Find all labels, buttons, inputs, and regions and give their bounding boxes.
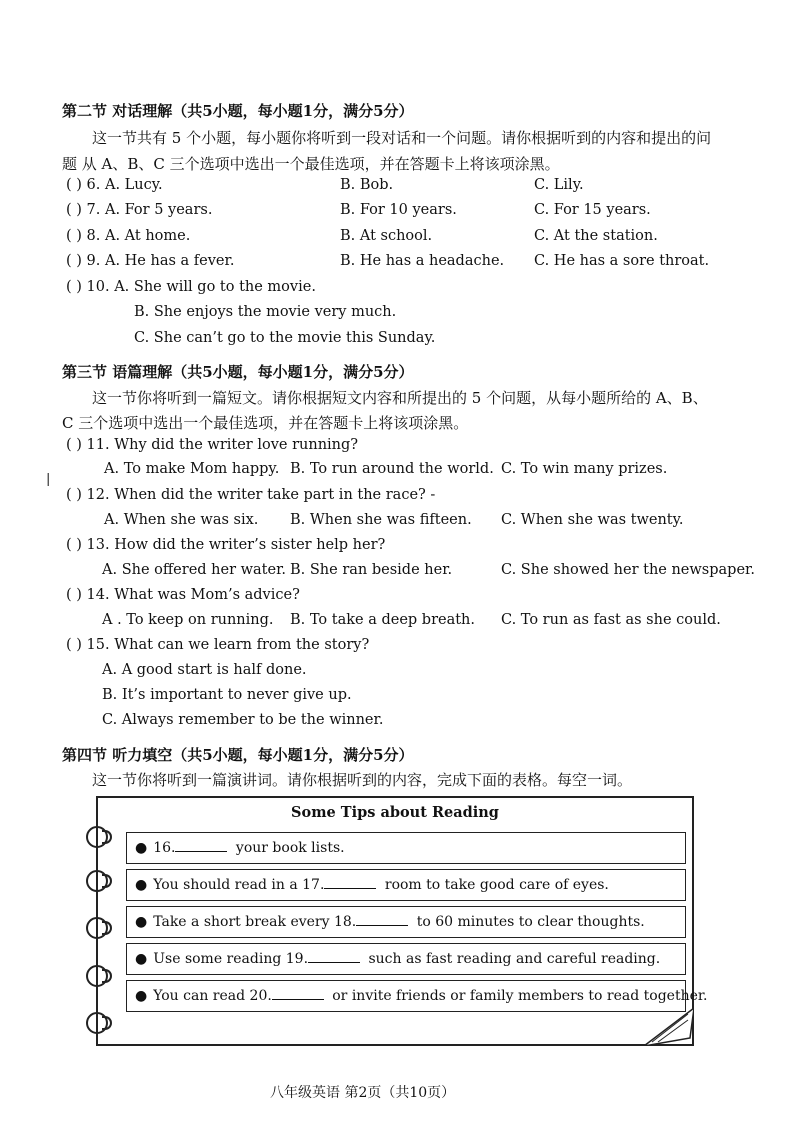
- bullet-icon: ●: [135, 914, 148, 930]
- q14-option-c: C. To run as fast as she could.: [501, 612, 721, 628]
- reading-tips-notebook: [96, 796, 708, 1046]
- q14-option-b: B. To take a deep breath.: [290, 612, 476, 628]
- q6-option-a: ( ) 6. A. Lucy.: [66, 177, 163, 193]
- q12-option-c: C. When she was twenty.: [501, 512, 684, 528]
- q13-option-c: C. She showed her the newspaper.: [501, 562, 755, 578]
- section2-title: 第二节 对话理解（共5小题，每小题1分，满分5分）: [62, 102, 414, 120]
- q8-option-b: B. At school.: [340, 228, 433, 244]
- answer-blank-16[interactable]: [175, 837, 227, 852]
- q7-option-a: ( ) 7. A. For 5 years.: [66, 202, 213, 218]
- answer-blank-18[interactable]: [356, 911, 408, 926]
- q13-option-a: A. She offered her water.: [102, 562, 287, 578]
- tip-19-post: such as fast reading and careful reading.: [364, 951, 661, 967]
- q15-option-c: C. Always remember to be the winner.: [102, 712, 384, 728]
- q14-option-a: A . To keep on running.: [102, 612, 274, 628]
- tip-18-post: to 60 minutes to clear thoughts.: [412, 914, 645, 930]
- section3-instruction-line1: 这一节你将听到一篇短文。请你根据短文内容和所提出的 5 个问题，从每小题所给的 A、B、: [92, 389, 708, 407]
- tip-16-post: your book lists.: [231, 840, 345, 856]
- q13-option-b: B. She ran beside her.: [290, 562, 453, 578]
- answer-blank-19[interactable]: [308, 948, 360, 963]
- bullet-icon: ●: [135, 951, 148, 967]
- tip-17-post: room to take good care of eyes.: [380, 877, 609, 893]
- tip-row-19: [126, 943, 686, 975]
- tip-18-pre: Take a short break every 18.: [153, 914, 357, 930]
- tip-row-17: [126, 869, 686, 901]
- q9-option-c: C. He has a sore throat.: [534, 253, 710, 269]
- q10-option-a: ( ) 10. A. She will go to the movie.: [66, 279, 316, 295]
- q10-option-b: B. She enjoys the movie very much.: [134, 304, 397, 320]
- q15-option-a: A. A good start is half done.: [102, 662, 307, 678]
- tip-19-pre: Use some reading 19.: [153, 951, 309, 967]
- section4-instruction: 这一节你将听到一篇演讲词。请你根据听到的内容，完成下面的表格。每空一词。: [92, 771, 633, 789]
- q9-option-b: B. He has a headache.: [340, 253, 505, 269]
- q12-option-b: B. When she was fifteen.: [290, 512, 472, 528]
- q12-question: ( ) 12. When did the writer take part in the race? -: [66, 487, 436, 503]
- q14-question: ( ) 14. What was Mom’s advice?: [66, 587, 300, 603]
- bullet-icon: ●: [135, 840, 148, 856]
- page-footer: 八年级英语 第2页（共10页）: [270, 1085, 456, 1101]
- q8-option-a: ( ) 8. A. At home.: [66, 228, 191, 244]
- section2-instruction-line1: 这一节共有 5 个小题，每小题你将听到一段对话和一个问题。请你根据听到的内容和提出的问: [92, 129, 712, 147]
- page-curl-icon: [644, 1008, 694, 1046]
- answer-blank-20[interactable]: [272, 985, 324, 1000]
- stray-mark: |: [46, 472, 51, 487]
- section4-title: 第四节 听力填空（共5小题，每小题1分，满分5分）: [62, 746, 414, 764]
- bullet-icon: ●: [135, 988, 148, 1004]
- section2-instruction-line2: 题 从 A、B、C 三个选项中选出一个最佳选项，并在答题卡上将该项涂黑。: [62, 155, 560, 173]
- q6-option-c: C. Lily.: [534, 177, 584, 193]
- table-title: Some Tips about Reading: [291, 804, 499, 821]
- tip-row-16: [126, 832, 686, 864]
- q12-option-a: A. When she was six.: [104, 512, 259, 528]
- section3-instruction-line2: C 三个选项中选出一个最佳选项，并在答题卡上将该项涂黑。: [62, 414, 469, 432]
- q11-option-a: A. To make Mom happy.: [104, 461, 280, 477]
- q11-question: ( ) 11. Why did the writer love running?: [66, 437, 359, 453]
- bullet-icon: ●: [135, 877, 148, 893]
- q11-option-c: C. To win many prizes.: [501, 461, 668, 477]
- tip-row-18: [126, 906, 686, 938]
- q15-option-b: B. It’s important to never give up.: [102, 687, 352, 703]
- answer-blank-17[interactable]: [324, 874, 376, 889]
- q7-option-c: C. For 15 years.: [534, 202, 651, 218]
- section3-title: 第三节 语篇理解（共5小题，每小题1分，满分5分）: [62, 363, 414, 381]
- q7-option-b: B. For 10 years.: [340, 202, 457, 218]
- q8-option-c: C. At the station.: [534, 228, 658, 244]
- q13-question: ( ) 13. How did the writer’s sister help her?: [66, 537, 386, 553]
- q6-option-b: B. Bob.: [340, 177, 394, 193]
- tip-row-20: [126, 980, 708, 1012]
- tip-20-post: or invite friends or family members to read together.: [327, 988, 708, 1004]
- tip-20-pre: You can read 20.: [153, 988, 272, 1004]
- q9-option-a: ( ) 9. A. He has a fever.: [66, 253, 235, 269]
- tip-17-pre: You should read in a 17.: [153, 877, 325, 893]
- tip-16-pre: 16.: [153, 840, 176, 856]
- q11-option-b: B. To run around the world.: [290, 461, 494, 477]
- q10-option-c: C. She can’t go to the movie this Sunday.: [134, 330, 436, 346]
- q15-question: ( ) 15. What can we learn from the story?: [66, 637, 370, 653]
